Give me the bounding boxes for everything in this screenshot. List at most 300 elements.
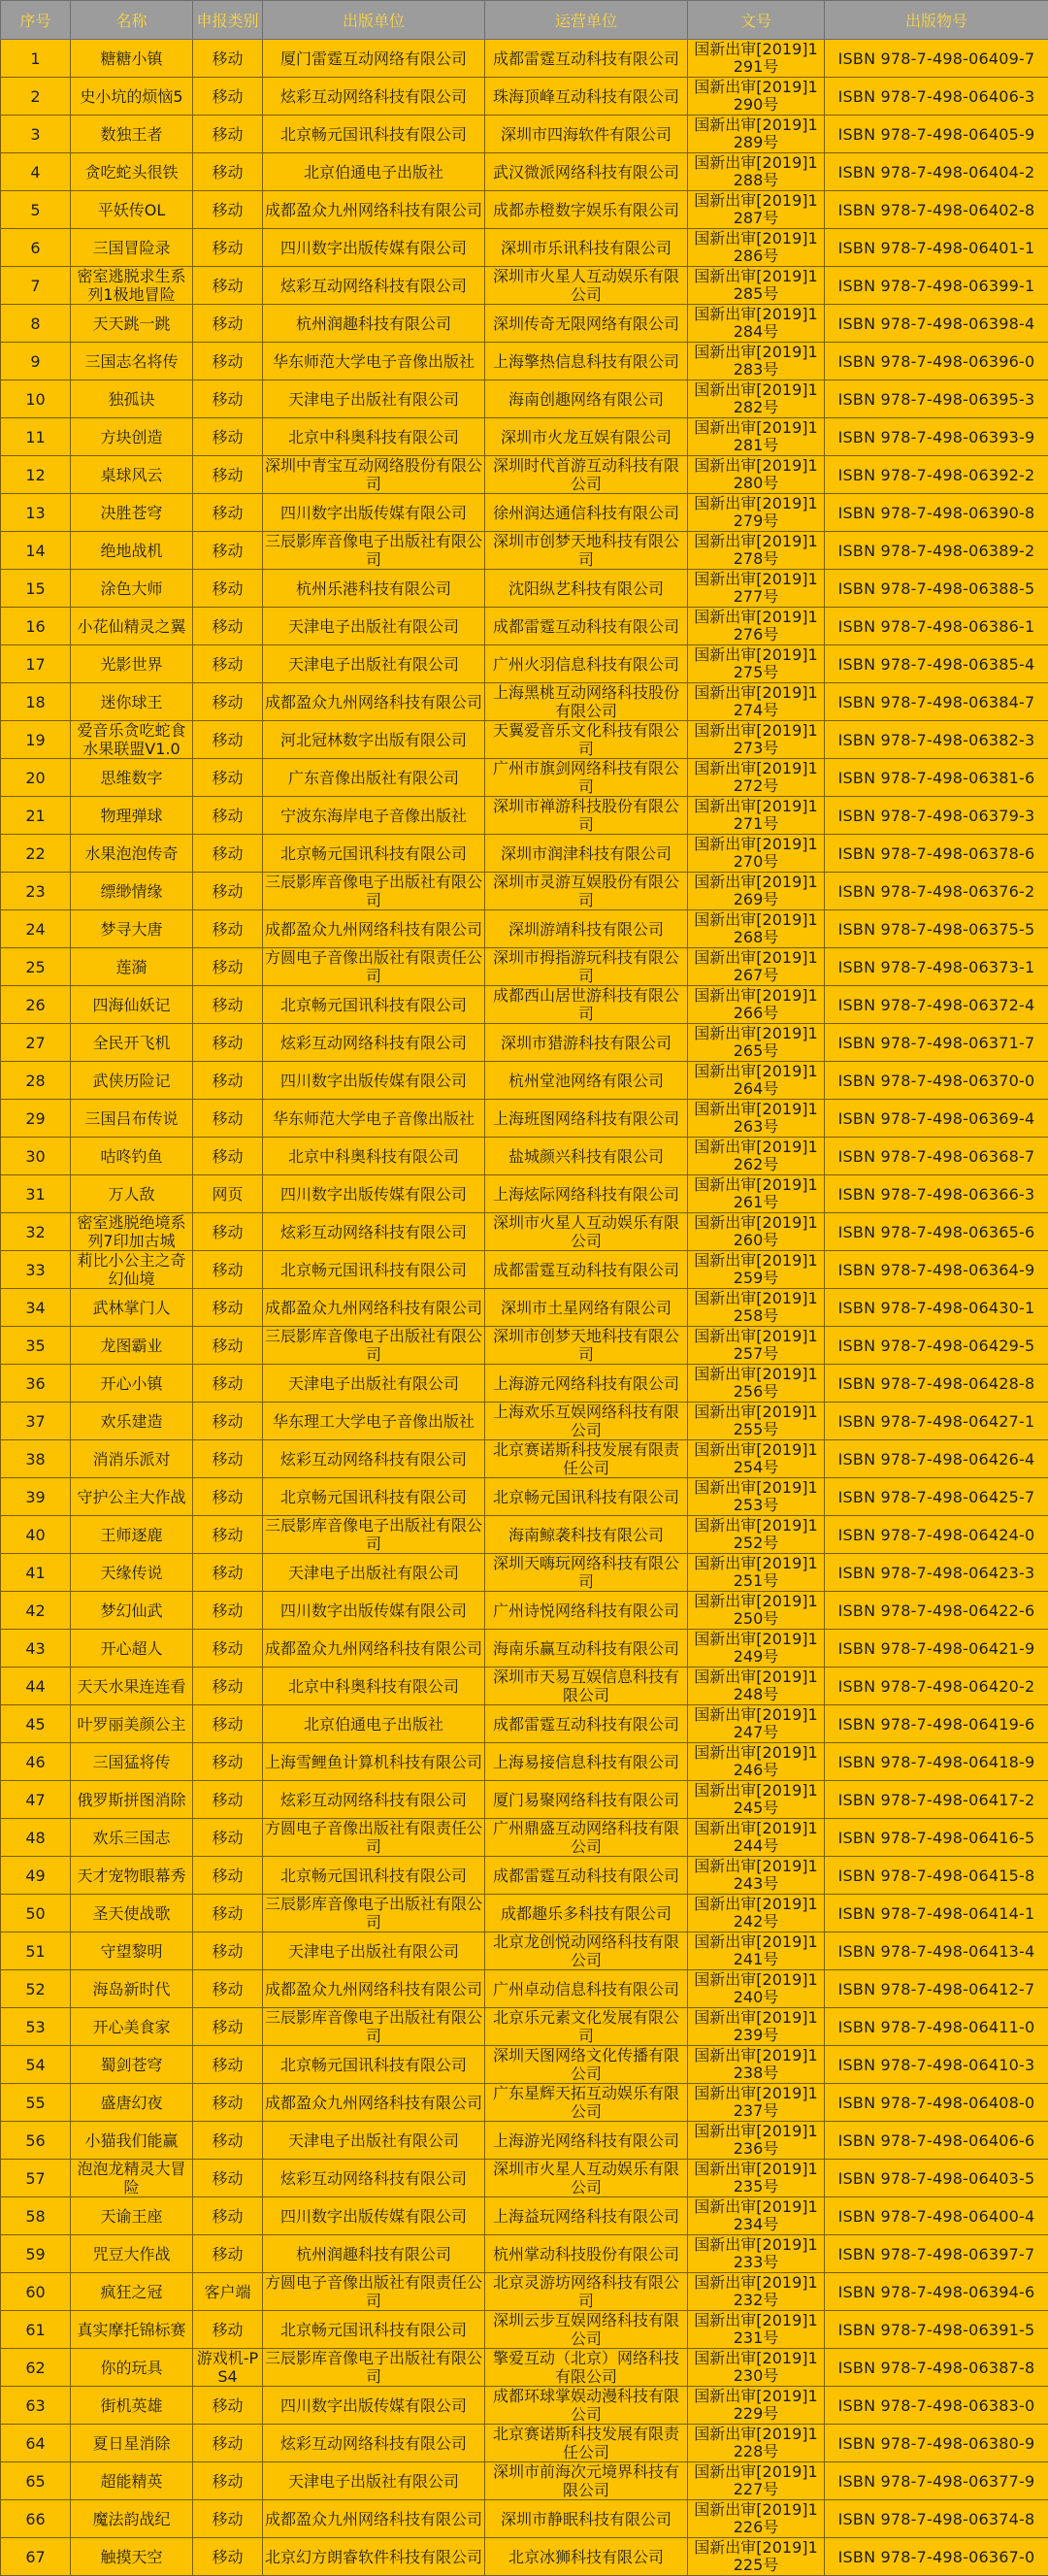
publisher-cell xyxy=(263,1895,485,1932)
operator-cell xyxy=(485,532,688,570)
row-index-cell xyxy=(1,2349,71,2387)
isbn: ISBN 978-7-498-06380-9 xyxy=(827,2434,1046,2453)
publisher: 北京畅元国讯科技有限公司 xyxy=(265,2056,482,2074)
game-name-cell xyxy=(71,2235,193,2273)
category-cell xyxy=(193,2538,263,2576)
operator: 上海擎热信息科技有限公司 xyxy=(487,352,685,371)
operator-cell xyxy=(485,873,688,910)
approval-no: 国新出审[2019]1241号 xyxy=(690,1933,822,1968)
publisher: 北京畅元国讯科技有限公司 xyxy=(265,125,482,144)
approval-no-cell xyxy=(688,2500,825,2538)
game-name-cell xyxy=(71,2084,193,2122)
row-index-cell xyxy=(1,1705,71,1743)
category-cell xyxy=(193,2273,263,2311)
operator: 深圳市拇指游玩科技有限公司 xyxy=(487,948,685,985)
game-name: 水果泡泡传奇 xyxy=(73,844,190,863)
game-name-cell xyxy=(71,1819,193,1857)
game-name: 三国吕布传说 xyxy=(73,1109,190,1128)
operator-cell xyxy=(485,456,688,494)
category: 移动 xyxy=(195,2094,260,2112)
publisher: 天津电子出版社有限公司 xyxy=(265,1564,482,1582)
category: 网页 xyxy=(195,1185,260,1204)
game-name-cell xyxy=(71,986,193,1024)
row-index-cell xyxy=(1,1365,71,1403)
operator-cell xyxy=(485,191,688,229)
approval-no: 国新出审[2019]1272号 xyxy=(690,760,822,795)
publisher: 成都盈众九州网络科技有限公司 xyxy=(265,1639,482,1658)
row-index-cell xyxy=(1,2273,71,2311)
game-name: 贪吃蛇头很铁 xyxy=(73,163,190,182)
category: 移动 xyxy=(195,844,260,863)
game-name: 三国志名将传 xyxy=(73,352,190,371)
game-name-cell xyxy=(71,1705,193,1743)
row-index: 14 xyxy=(3,542,68,560)
row-index: 63 xyxy=(3,2396,68,2415)
category-cell xyxy=(193,1970,263,2008)
approval-no-cell xyxy=(688,1705,825,1743)
game-name: 武侠历险记 xyxy=(73,1072,190,1090)
row-index: 65 xyxy=(3,2472,68,2491)
game-name: 疯狂之冠 xyxy=(73,2283,190,2301)
row-index: 37 xyxy=(3,1412,68,1431)
game-name-cell xyxy=(71,570,193,608)
operator: 深圳传奇无限网络有限公司 xyxy=(487,314,685,333)
isbn: ISBN 978-7-498-06376-2 xyxy=(827,882,1046,901)
table-body xyxy=(1,40,1048,2576)
operator: 盐城颜兴科技有限公司 xyxy=(487,1147,685,1166)
operator: 海南鲸袭科技有限公司 xyxy=(487,1526,685,1544)
game-name: 守护公主大作战 xyxy=(73,1488,190,1506)
game-name-cell xyxy=(71,2349,193,2387)
publisher: 四川数字出版传媒有限公司 xyxy=(265,2207,482,2226)
game-name-cell xyxy=(71,910,193,948)
isbn-cell xyxy=(825,2235,1048,2273)
operator: 深圳市前海次元境界科技有限公司 xyxy=(487,2462,685,2499)
row-index-cell xyxy=(1,456,71,494)
publisher-cell xyxy=(263,2046,485,2084)
approval-no-cell xyxy=(688,494,825,532)
category-cell xyxy=(193,2122,263,2160)
publisher: 华东师范大学电子音像出版社 xyxy=(265,1109,482,1128)
isbn-cell xyxy=(825,1251,1048,1289)
operator-cell xyxy=(485,1138,688,1175)
category: 移动 xyxy=(195,1261,260,1279)
isbn-cell xyxy=(825,721,1048,759)
table-row xyxy=(1,1592,1048,1630)
approval-no-cell xyxy=(688,305,825,343)
row-index: 5 xyxy=(3,201,68,219)
category-cell xyxy=(193,1743,263,1781)
operator-cell xyxy=(485,1819,688,1857)
row-index: 1 xyxy=(3,50,68,68)
operator: 上海班图网络科技有限公司 xyxy=(487,1109,685,1128)
publisher: 深圳中青宝互动网络股份有限公司 xyxy=(265,456,482,493)
operator: 徐州润达通信科技有限公司 xyxy=(487,504,685,522)
game-name: 万人敌 xyxy=(73,1185,190,1204)
row-index-cell xyxy=(1,1062,71,1100)
approval-no: 国新出审[2019]1261号 xyxy=(690,1176,822,1211)
publisher-cell xyxy=(263,1024,485,1062)
category-cell xyxy=(193,721,263,759)
operator: 成都赤橙数字娱乐有限公司 xyxy=(487,201,685,219)
publisher-cell xyxy=(263,1403,485,1440)
table-row xyxy=(1,2538,1048,2576)
operator: 上海益玩网络科技有限公司 xyxy=(487,2207,685,2226)
isbn-cell xyxy=(825,116,1048,153)
isbn: ISBN 978-7-498-06428-8 xyxy=(827,1374,1046,1393)
game-name-cell xyxy=(71,1062,193,1100)
table-row xyxy=(1,456,1048,494)
publisher: 北京畅元国讯科技有限公司 xyxy=(265,1488,482,1506)
approval-no-cell xyxy=(688,2425,825,2462)
publisher-cell xyxy=(263,229,485,267)
operator: 北京灵游坊网络科技有限公司 xyxy=(487,2273,685,2310)
approval-no-cell xyxy=(688,797,825,835)
publisher-cell xyxy=(263,2084,485,2122)
publisher: 北京幻方朗睿软件科技有限公司 xyxy=(265,2548,482,2566)
category-cell xyxy=(193,532,263,570)
approval-no: 国新出审[2019]1236号 xyxy=(690,2123,822,2158)
table-row xyxy=(1,1857,1048,1895)
operator-cell xyxy=(485,267,688,305)
isbn-cell xyxy=(825,40,1048,78)
publisher: 北京中科奥科技有限公司 xyxy=(265,1677,482,1696)
operator: 上海黑桃互动网络科技股份有限公司 xyxy=(487,683,685,720)
approval-no: 国新出审[2019]1232号 xyxy=(690,2274,822,2309)
publisher-cell xyxy=(263,1516,485,1554)
operator-cell xyxy=(485,1100,688,1138)
publisher: 炫彩互动网络科技有限公司 xyxy=(265,2169,482,2188)
approval-no: 国新出审[2019]1240号 xyxy=(690,1971,822,2006)
col-header-index: 序号 xyxy=(1,1,71,40)
category: 移动 xyxy=(195,1677,260,1696)
row-index: 46 xyxy=(3,1753,68,1771)
game-name: 独孤诀 xyxy=(73,390,190,409)
table-row xyxy=(1,2387,1048,2425)
approval-no: 国新出审[2019]1279号 xyxy=(690,495,822,530)
game-name: 泡泡龙精灵大冒险 xyxy=(73,2160,190,2196)
operator: 成都西山居世游科技有限公司 xyxy=(487,986,685,1023)
isbn: ISBN 978-7-498-06394-6 xyxy=(827,2283,1046,2301)
game-name-cell xyxy=(71,2008,193,2046)
publisher-cell xyxy=(263,1592,485,1630)
approval-no-cell xyxy=(688,608,825,645)
operator: 成都雷霆互动科技有限公司 xyxy=(487,617,685,636)
operator: 海南创趣网络有限公司 xyxy=(487,390,685,409)
isbn-cell xyxy=(825,873,1048,910)
game-name-cell xyxy=(71,721,193,759)
isbn-cell xyxy=(825,1819,1048,1857)
row-index-cell xyxy=(1,1630,71,1668)
publisher: 北京伯通电子出版社 xyxy=(265,1715,482,1734)
row-index-cell xyxy=(1,2008,71,2046)
operator-cell xyxy=(485,986,688,1024)
approval-no: 国新出审[2019]1227号 xyxy=(690,2463,822,2498)
game-name-cell xyxy=(71,2500,193,2538)
game-name-cell xyxy=(71,153,193,191)
game-name-cell xyxy=(71,873,193,910)
row-index: 60 xyxy=(3,2283,68,2301)
operator-cell xyxy=(485,229,688,267)
row-index: 10 xyxy=(3,390,68,409)
category: 移动 xyxy=(195,1374,260,1393)
publisher: 四川数字出版传媒有限公司 xyxy=(265,1602,482,1620)
operator-cell xyxy=(485,1440,688,1478)
game-name-cell xyxy=(71,1213,193,1251)
game-name-cell xyxy=(71,1516,193,1554)
publisher-cell xyxy=(263,78,485,116)
row-index-cell xyxy=(1,2197,71,2235)
row-index-cell xyxy=(1,2387,71,2425)
isbn-cell xyxy=(825,2462,1048,2500)
category: 移动 xyxy=(195,1866,260,1885)
row-index-cell xyxy=(1,608,71,645)
publisher-cell xyxy=(263,191,485,229)
row-index: 9 xyxy=(3,352,68,371)
row-index-cell xyxy=(1,1592,71,1630)
category: 移动 xyxy=(195,1526,260,1544)
row-index: 58 xyxy=(3,2207,68,2226)
table-row xyxy=(1,986,1048,1024)
approval-no: 国新出审[2019]1263号 xyxy=(690,1101,822,1136)
isbn-cell xyxy=(825,1403,1048,1440)
category: 移动 xyxy=(195,1034,260,1052)
table-row xyxy=(1,1819,1048,1857)
operator-cell xyxy=(485,1213,688,1251)
game-name-cell xyxy=(71,2046,193,2084)
category: 移动 xyxy=(195,2131,260,2150)
approval-no-cell xyxy=(688,2160,825,2197)
category: 移动 xyxy=(195,1980,260,1998)
approval-no-cell xyxy=(688,78,825,116)
approval-no-cell xyxy=(688,759,825,797)
approval-no-cell xyxy=(688,1630,825,1668)
approval-no: 国新出审[2019]1278号 xyxy=(690,533,822,568)
category-cell xyxy=(193,797,263,835)
publisher: 四川数字出版传媒有限公司 xyxy=(265,1072,482,1090)
publisher: 成都盈众九州网络科技有限公司 xyxy=(265,1299,482,1317)
category: 移动 xyxy=(195,2548,260,2566)
category-cell xyxy=(193,1705,263,1743)
category-cell xyxy=(193,759,263,797)
approval-no: 国新出审[2019]1246号 xyxy=(690,1744,822,1779)
isbn-cell xyxy=(825,380,1048,418)
row-index-cell xyxy=(1,1138,71,1175)
publisher: 三辰影库音像电子出版社有限公司 xyxy=(265,873,482,909)
row-index: 24 xyxy=(3,920,68,939)
publisher: 炫彩互动网络科技有限公司 xyxy=(265,1791,482,1809)
game-name: 糖糖小镇 xyxy=(73,50,190,68)
isbn: ISBN 978-7-498-06401-1 xyxy=(827,239,1046,257)
table-row xyxy=(1,1213,1048,1251)
operator: 杭州掌动科技股份有限公司 xyxy=(487,2245,685,2263)
operator: 上海易接信息科技有限公司 xyxy=(487,1753,685,1771)
category: 移动 xyxy=(195,1904,260,1923)
approval-no-cell xyxy=(688,986,825,1024)
isbn-cell xyxy=(825,835,1048,873)
publisher: 天津电子出版社有限公司 xyxy=(265,1374,482,1393)
approval-no: 国新出审[2019]1288号 xyxy=(690,154,822,189)
game-name: 天才宠物眼幕秀 xyxy=(73,1866,190,1885)
isbn-cell xyxy=(825,343,1048,380)
publisher: 方圆电子音像出版社有限责任公司 xyxy=(265,948,482,985)
operator-cell xyxy=(485,1932,688,1970)
game-name-cell xyxy=(71,2273,193,2311)
publisher: 厦门雷霆互动网络有限公司 xyxy=(265,50,482,68)
operator-cell xyxy=(485,2008,688,2046)
approval-no-cell xyxy=(688,1781,825,1819)
isbn: ISBN 978-7-498-06423-3 xyxy=(827,1564,1046,1582)
approval-no-cell xyxy=(688,1403,825,1440)
operator-cell xyxy=(485,343,688,380)
row-index-cell xyxy=(1,2160,71,2197)
game-name-cell xyxy=(71,40,193,78)
game-name: 海岛新时代 xyxy=(73,1980,190,1998)
approval-no: 国新出审[2019]1291号 xyxy=(690,41,822,76)
category: 移动 xyxy=(195,1564,260,1582)
game-name-cell xyxy=(71,2160,193,2197)
table-row xyxy=(1,1668,1048,1705)
category: 移动 xyxy=(195,504,260,522)
game-name-cell xyxy=(71,1478,193,1516)
row-index-cell xyxy=(1,1781,71,1819)
isbn-cell xyxy=(825,2197,1048,2235)
isbn-cell xyxy=(825,532,1048,570)
row-index: 32 xyxy=(3,1223,68,1241)
operator-cell xyxy=(485,2235,688,2273)
publisher-cell xyxy=(263,2160,485,2197)
approval-no: 国新出审[2019]1259号 xyxy=(690,1252,822,1287)
row-index-cell xyxy=(1,267,71,305)
publisher: 北京畅元国讯科技有限公司 xyxy=(265,844,482,863)
approval-no-cell xyxy=(688,1668,825,1705)
approval-no: 国新出审[2019]1257号 xyxy=(690,1328,822,1363)
row-index: 8 xyxy=(3,314,68,333)
row-index: 21 xyxy=(3,807,68,825)
table-row xyxy=(1,418,1048,456)
publisher-cell xyxy=(263,2538,485,2576)
game-name: 缥缈情缘 xyxy=(73,882,190,901)
approval-no-cell xyxy=(688,2311,825,2349)
category: 移动 xyxy=(195,1223,260,1241)
game-name-cell xyxy=(71,1440,193,1478)
game-name: 超能精英 xyxy=(73,2472,190,2491)
table-row xyxy=(1,2235,1048,2273)
category: 客户端 xyxy=(195,2283,260,2301)
category-cell xyxy=(193,1819,263,1857)
publisher: 北京中科奥科技有限公司 xyxy=(265,1147,482,1166)
isbn: ISBN 978-7-498-06367-0 xyxy=(827,2548,1046,2566)
row-index: 25 xyxy=(3,958,68,976)
isbn: ISBN 978-7-498-06385-4 xyxy=(827,655,1046,674)
approval-no: 国新出审[2019]1265号 xyxy=(690,1025,822,1060)
table-row xyxy=(1,759,1048,797)
publisher: 三辰影库音像电子出版社有限公司 xyxy=(265,2008,482,2045)
game-name: 王师逐鹿 xyxy=(73,1526,190,1544)
isbn: ISBN 978-7-498-06366-3 xyxy=(827,1185,1046,1204)
row-index: 6 xyxy=(3,239,68,257)
approval-no: 国新出审[2019]1262号 xyxy=(690,1139,822,1173)
category-cell xyxy=(193,910,263,948)
game-name: 开心超人 xyxy=(73,1639,190,1658)
isbn: ISBN 978-7-498-06416-5 xyxy=(827,1829,1046,1847)
approval-no-cell xyxy=(688,1138,825,1175)
row-index-cell xyxy=(1,2084,71,2122)
game-name-cell xyxy=(71,229,193,267)
publisher-cell xyxy=(263,418,485,456)
publisher: 四川数字出版传媒有限公司 xyxy=(265,2396,482,2415)
isbn: ISBN 978-7-498-06392-2 xyxy=(827,466,1046,484)
operator: 上海游光网络科技有限公司 xyxy=(487,2131,685,2150)
operator-cell xyxy=(485,305,688,343)
game-name: 梦寻大唐 xyxy=(73,920,190,939)
table-row xyxy=(1,608,1048,645)
table-row xyxy=(1,2084,1048,2122)
category-cell xyxy=(193,456,263,494)
game-name-cell xyxy=(71,1743,193,1781)
approval-no-cell xyxy=(688,2235,825,2273)
approval-no: 国新出审[2019]1229号 xyxy=(690,2388,822,2423)
isbn-cell xyxy=(825,608,1048,645)
approval-no-cell xyxy=(688,456,825,494)
category: 移动 xyxy=(195,807,260,825)
game-name-cell xyxy=(71,456,193,494)
operator-cell xyxy=(485,721,688,759)
table-row xyxy=(1,1365,1048,1403)
approval-no: 国新出审[2019]1235号 xyxy=(690,2161,822,2196)
table-row xyxy=(1,2197,1048,2235)
isbn-cell xyxy=(825,2311,1048,2349)
table-row xyxy=(1,2349,1048,2387)
operator: 深圳市天易互娱信息科技有限公司 xyxy=(487,1668,685,1704)
publisher-cell xyxy=(263,116,485,153)
category-cell xyxy=(193,1895,263,1932)
approval-no: 国新出审[2019]1243号 xyxy=(690,1858,822,1893)
isbn: ISBN 978-7-498-06422-6 xyxy=(827,1602,1046,1620)
isbn: ISBN 978-7-498-06405-9 xyxy=(827,125,1046,144)
approval-no-cell xyxy=(688,835,825,873)
table-row xyxy=(1,835,1048,873)
approval-no-cell xyxy=(688,2273,825,2311)
isbn: ISBN 978-7-498-06413-4 xyxy=(827,1942,1046,1961)
row-index-cell xyxy=(1,948,71,986)
approval-no: 国新出审[2019]1270号 xyxy=(690,836,822,871)
game-name: 圣天使战歌 xyxy=(73,1904,190,1923)
row-index-cell xyxy=(1,1175,71,1213)
game-name: 天缘传说 xyxy=(73,1564,190,1582)
row-index: 23 xyxy=(3,882,68,901)
row-index-cell xyxy=(1,494,71,532)
game-name: 密室逃脱绝境系列7印加古城 xyxy=(73,1213,190,1250)
isbn: ISBN 978-7-498-06370-0 xyxy=(827,1072,1046,1090)
isbn-cell xyxy=(825,494,1048,532)
publisher-cell xyxy=(263,1743,485,1781)
operator-cell xyxy=(485,1857,688,1895)
game-name: 真实摩托锦标赛 xyxy=(73,2321,190,2339)
approval-no: 国新出审[2019]1234号 xyxy=(690,2198,822,2233)
isbn-cell xyxy=(825,2046,1048,2084)
publisher-cell xyxy=(263,2311,485,2349)
publisher: 四川数字出版传媒有限公司 xyxy=(265,504,482,522)
isbn: ISBN 978-7-498-06393-9 xyxy=(827,428,1046,446)
isbn: ISBN 978-7-498-06369-4 xyxy=(827,1109,1046,1128)
isbn-cell xyxy=(825,1062,1048,1100)
category-cell xyxy=(193,1289,263,1327)
isbn: ISBN 978-7-498-06391-5 xyxy=(827,2321,1046,2339)
operator-cell xyxy=(485,1327,688,1365)
operator: 成都雷霆互动科技有限公司 xyxy=(487,50,685,68)
table-row xyxy=(1,910,1048,948)
